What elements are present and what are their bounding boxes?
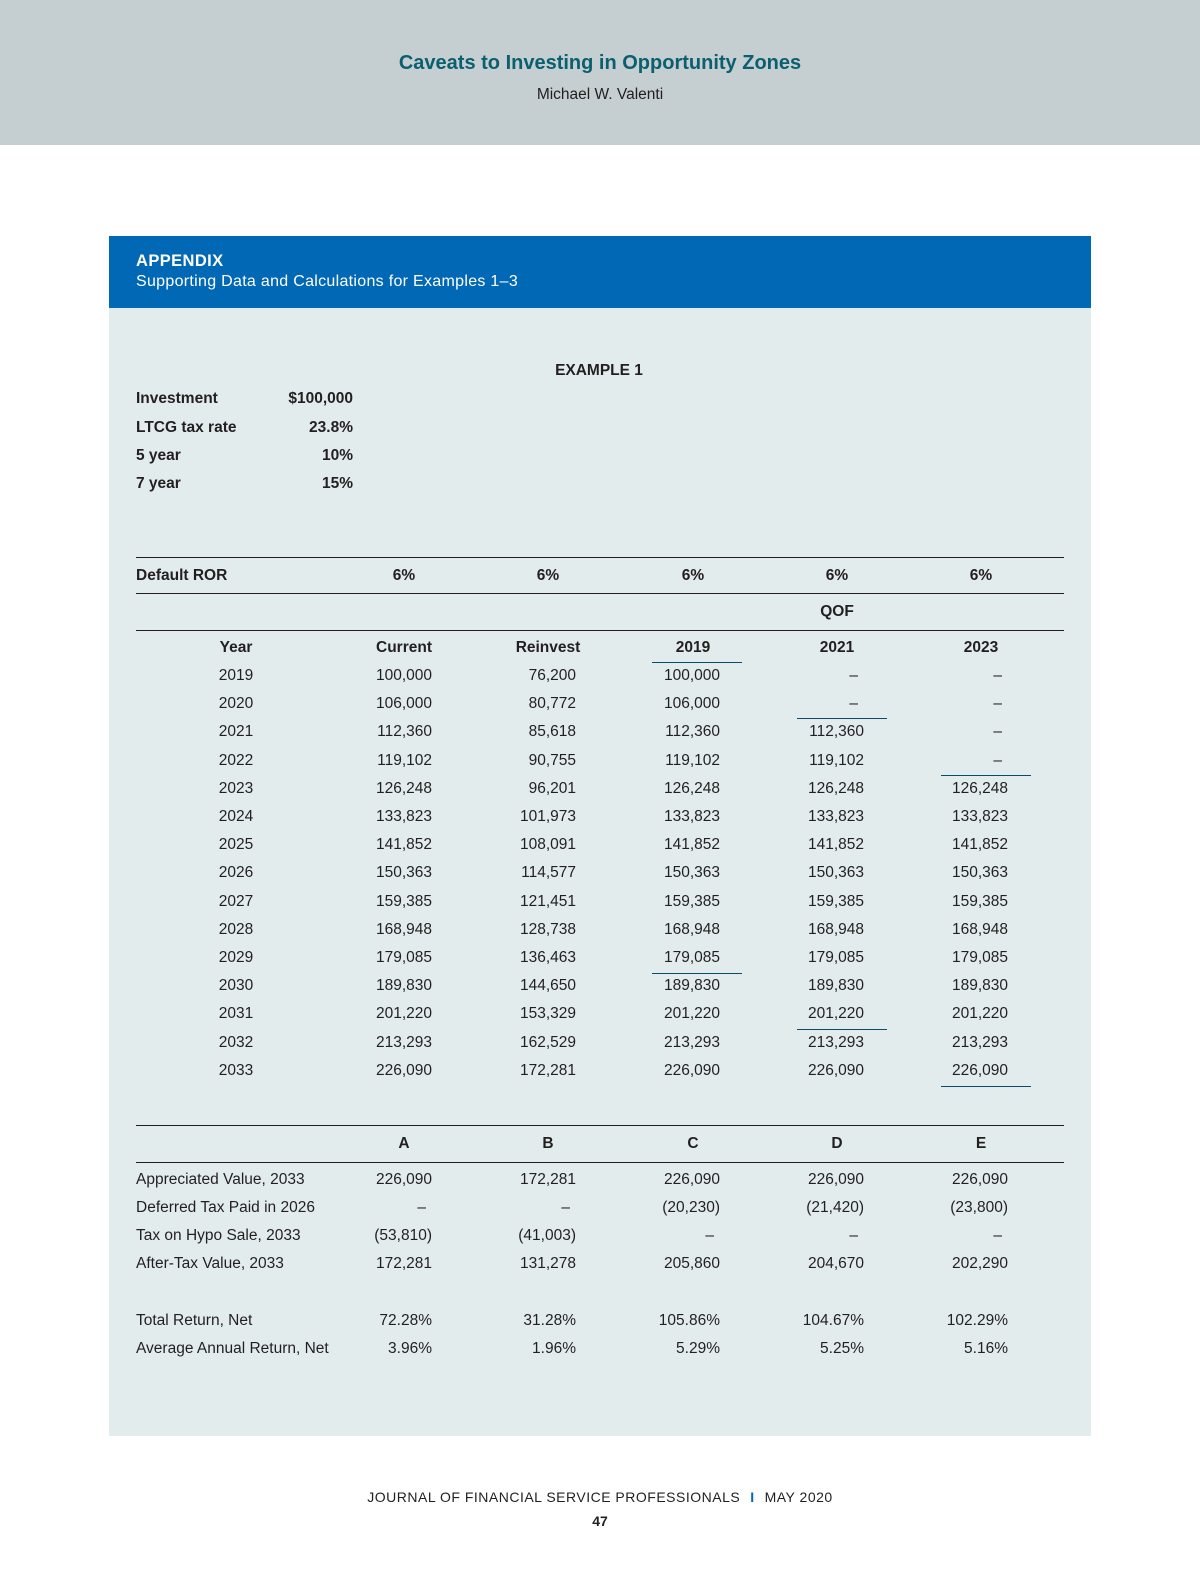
table-cell: 168,948 <box>375 921 432 938</box>
summary-cell: (23,800) <box>950 1199 1008 1216</box>
footer-separator: I <box>750 1489 755 1505</box>
table-cell: – <box>849 695 858 712</box>
summary-col-header: B <box>542 1135 554 1152</box>
return-cell: 1.96% <box>532 1340 576 1357</box>
table-cell: 168,948 <box>663 921 720 938</box>
return-cell: 3.96% <box>388 1340 432 1357</box>
summary-cell: – <box>993 1227 1002 1244</box>
table-cell: 126,248 <box>807 780 864 797</box>
table-cell: 100,000 <box>663 667 720 684</box>
table-cell: 76,200 <box>528 667 576 684</box>
appendix-label: APPENDIX <box>136 252 224 270</box>
table-row-year: 2019 <box>218 667 254 684</box>
ror-value: 6% <box>681 567 705 584</box>
summary-cell: (41,003) <box>518 1227 576 1244</box>
table-row-year: 2024 <box>218 808 254 825</box>
table-cell: 189,830 <box>375 977 432 994</box>
table-cell: 144,650 <box>519 977 576 994</box>
col-header-year: Year <box>219 639 253 656</box>
table-cell: 226,090 <box>807 1062 864 1079</box>
assumption-value: 10% <box>321 447 353 464</box>
appendix-header-bar <box>109 236 1091 308</box>
summary-cell: 202,290 <box>951 1255 1008 1272</box>
table-cell: 101,973 <box>519 808 576 825</box>
table-cell: 179,085 <box>375 949 432 966</box>
summary-col-header: C <box>687 1135 699 1152</box>
underline-marker <box>941 775 1031 776</box>
table-cell: 133,823 <box>807 808 864 825</box>
table-row-year: 2029 <box>218 949 254 966</box>
footer-journal-line <box>0 1489 1200 1505</box>
table-cell: 80,772 <box>528 695 576 712</box>
example-title: EXAMPLE 1 <box>555 362 643 379</box>
underline-marker <box>941 1086 1031 1087</box>
summary-row-label: After-Tax Value, 2033 <box>136 1255 284 1272</box>
ror-value: 6% <box>536 567 560 584</box>
col-header: 2019 <box>675 639 711 656</box>
underline-marker <box>797 718 887 719</box>
summary-row-label: Deferred Tax Paid in 2026 <box>136 1199 315 1216</box>
table-row-year: 2026 <box>218 864 254 881</box>
table-cell: 168,948 <box>951 921 1008 938</box>
table-cell: – <box>993 723 1002 740</box>
assumption-value: 23.8% <box>309 419 353 436</box>
table-cell: 172,281 <box>519 1062 576 1079</box>
table-cell: 112,360 <box>665 723 720 740</box>
table-cell: 141,852 <box>807 836 864 853</box>
table-cell: 133,823 <box>951 808 1008 825</box>
table-row-year: 2023 <box>218 780 254 797</box>
table-cell: 96,201 <box>528 780 576 797</box>
table-row-year: 2027 <box>218 893 254 910</box>
return-row-label: Total Return, Net <box>136 1312 253 1329</box>
table-cell: 168,948 <box>807 921 864 938</box>
table-cell: 119,102 <box>377 752 432 769</box>
rule <box>136 630 1064 631</box>
ror-value: 6% <box>825 567 849 584</box>
table-cell: 201,220 <box>375 1005 432 1022</box>
table-cell: 112,360 <box>809 723 864 740</box>
underline-marker <box>652 662 742 663</box>
assumption-label: 7 year <box>136 475 181 492</box>
table-cell: 150,363 <box>951 864 1008 881</box>
summary-cell: 172,281 <box>519 1171 576 1188</box>
table-cell: 128,738 <box>519 921 576 938</box>
qof-label: QOF <box>820 603 854 620</box>
col-header: 2021 <box>819 639 855 656</box>
table-cell: 136,463 <box>519 949 576 966</box>
table-cell: – <box>993 695 1002 712</box>
summary-cell: 172,281 <box>375 1255 432 1272</box>
summary-cell: (21,420) <box>806 1199 864 1216</box>
return-cell: 31.28% <box>523 1312 576 1329</box>
col-header: 2023 <box>963 639 999 656</box>
table-cell: 213,293 <box>951 1034 1008 1051</box>
assumption-value: $100,000 <box>288 390 353 407</box>
table-cell: 213,293 <box>663 1034 720 1051</box>
table-row-year: 2025 <box>218 836 254 853</box>
rule <box>136 557 1064 558</box>
summary-cell: 226,090 <box>375 1171 432 1188</box>
table-row-year: 2020 <box>218 695 254 712</box>
table-cell: 162,529 <box>519 1034 576 1051</box>
table-cell: 106,000 <box>663 695 720 712</box>
page-number: 47 <box>592 1513 608 1529</box>
return-cell: 104.67% <box>802 1312 864 1329</box>
summary-row-label: Tax on Hypo Sale, 2033 <box>136 1227 301 1244</box>
table-cell: 159,385 <box>375 893 432 910</box>
table-cell: 159,385 <box>951 893 1008 910</box>
table-row-year: 2031 <box>218 1005 254 1022</box>
table-cell: 201,220 <box>663 1005 720 1022</box>
table-cell: 150,363 <box>375 864 432 881</box>
table-cell: 119,102 <box>809 752 864 769</box>
table-row-year: 2032 <box>218 1034 254 1051</box>
underline-marker <box>652 973 742 974</box>
col-header: Reinvest <box>515 639 581 656</box>
table-cell: 179,085 <box>807 949 864 966</box>
return-row-label: Average Annual Return, Net <box>136 1340 329 1357</box>
table-cell: 85,618 <box>528 723 576 740</box>
summary-col-header: D <box>831 1135 843 1152</box>
table-cell: 159,385 <box>663 893 720 910</box>
table-cell: 126,248 <box>951 780 1008 797</box>
assumption-label: LTCG tax rate <box>136 419 237 436</box>
table-row-year: 2021 <box>218 723 254 740</box>
table-cell: 133,823 <box>375 808 432 825</box>
summary-cell: – <box>561 1199 570 1216</box>
summary-cell: – <box>417 1199 426 1216</box>
return-cell: 5.16% <box>964 1340 1008 1357</box>
table-cell: 189,830 <box>663 977 720 994</box>
table-cell: 179,085 <box>663 949 720 966</box>
table-cell: 189,830 <box>951 977 1008 994</box>
summary-col-header: E <box>975 1135 987 1152</box>
summary-cell: – <box>705 1227 714 1244</box>
table-cell: 150,363 <box>663 864 720 881</box>
table-cell: 112,360 <box>377 723 432 740</box>
table-cell: 106,000 <box>375 695 432 712</box>
table-cell: – <box>993 752 1002 769</box>
table-cell: 213,293 <box>807 1034 864 1051</box>
table-cell: 159,385 <box>807 893 864 910</box>
table-row-year: 2033 <box>218 1062 254 1079</box>
assumption-label: 5 year <box>136 447 181 464</box>
appendix-subtitle: Supporting Data and Calculations for Examples 1–3 <box>136 273 519 290</box>
table-row-year: 2028 <box>218 921 254 938</box>
summary-cell: 131,278 <box>519 1255 576 1272</box>
table-row-year: 2030 <box>218 977 254 994</box>
table-cell: 141,852 <box>375 836 432 853</box>
summary-cell: 226,090 <box>663 1171 720 1188</box>
table-cell: 126,248 <box>375 780 432 797</box>
table-cell: 141,852 <box>663 836 720 853</box>
return-cell: 5.29% <box>676 1340 720 1357</box>
return-cell: 72.28% <box>379 1312 432 1329</box>
summary-cell: 205,860 <box>663 1255 720 1272</box>
article-author: Michael W. Valenti <box>536 86 664 103</box>
summary-col-header: A <box>398 1135 410 1152</box>
underline-marker <box>797 1029 887 1030</box>
summary-cell: 226,090 <box>951 1171 1008 1188</box>
table-cell: 121,451 <box>519 893 576 910</box>
table-cell: 150,363 <box>807 864 864 881</box>
summary-row-label: Appreciated Value, 2033 <box>136 1171 305 1188</box>
table-cell: 126,248 <box>663 780 720 797</box>
table-cell: – <box>849 667 858 684</box>
table-cell: 179,085 <box>951 949 1008 966</box>
table-row-year: 2022 <box>218 752 254 769</box>
summary-cell: (20,230) <box>662 1199 720 1216</box>
table-cell: 213,293 <box>375 1034 432 1051</box>
summary-cell: – <box>849 1227 858 1244</box>
summary-cell: (53,810) <box>374 1227 432 1244</box>
table-cell: 100,000 <box>375 667 432 684</box>
table-cell: 108,091 <box>519 836 576 853</box>
rule <box>136 1162 1064 1163</box>
ror-value: 6% <box>392 567 416 584</box>
table-cell: 90,755 <box>528 752 576 769</box>
col-header: Current <box>376 639 432 656</box>
table-cell: 153,329 <box>519 1005 576 1022</box>
table-cell: 226,090 <box>951 1062 1008 1079</box>
table-cell: 226,090 <box>663 1062 720 1079</box>
assumption-value: 15% <box>321 475 353 492</box>
return-cell: 105.86% <box>658 1312 720 1329</box>
issue-date: MAY 2020 <box>764 1489 833 1505</box>
return-cell: 5.25% <box>820 1340 864 1357</box>
table-cell: – <box>993 667 1002 684</box>
table-cell: 226,090 <box>375 1062 432 1079</box>
return-cell: 102.29% <box>946 1312 1008 1329</box>
summary-cell: 204,670 <box>807 1255 864 1272</box>
table-cell: 141,852 <box>951 836 1008 853</box>
assumption-label: Investment <box>136 390 218 407</box>
table-cell: 201,220 <box>951 1005 1008 1022</box>
summary-cell: 226,090 <box>807 1171 864 1188</box>
table-cell: 189,830 <box>807 977 864 994</box>
rule <box>136 1125 1064 1126</box>
table-cell: 119,102 <box>665 752 720 769</box>
journal-name: JOURNAL OF FINANCIAL SERVICE PROFESSIONALS <box>367 1489 741 1505</box>
table-cell: 114,577 <box>521 864 576 881</box>
article-title: Caveats to Investing in Opportunity Zones <box>398 52 802 74</box>
ror-label: Default ROR <box>136 567 228 584</box>
table-cell: 201,220 <box>807 1005 864 1022</box>
table-cell: 133,823 <box>663 808 720 825</box>
rule <box>136 593 1064 594</box>
ror-value: 6% <box>969 567 993 584</box>
